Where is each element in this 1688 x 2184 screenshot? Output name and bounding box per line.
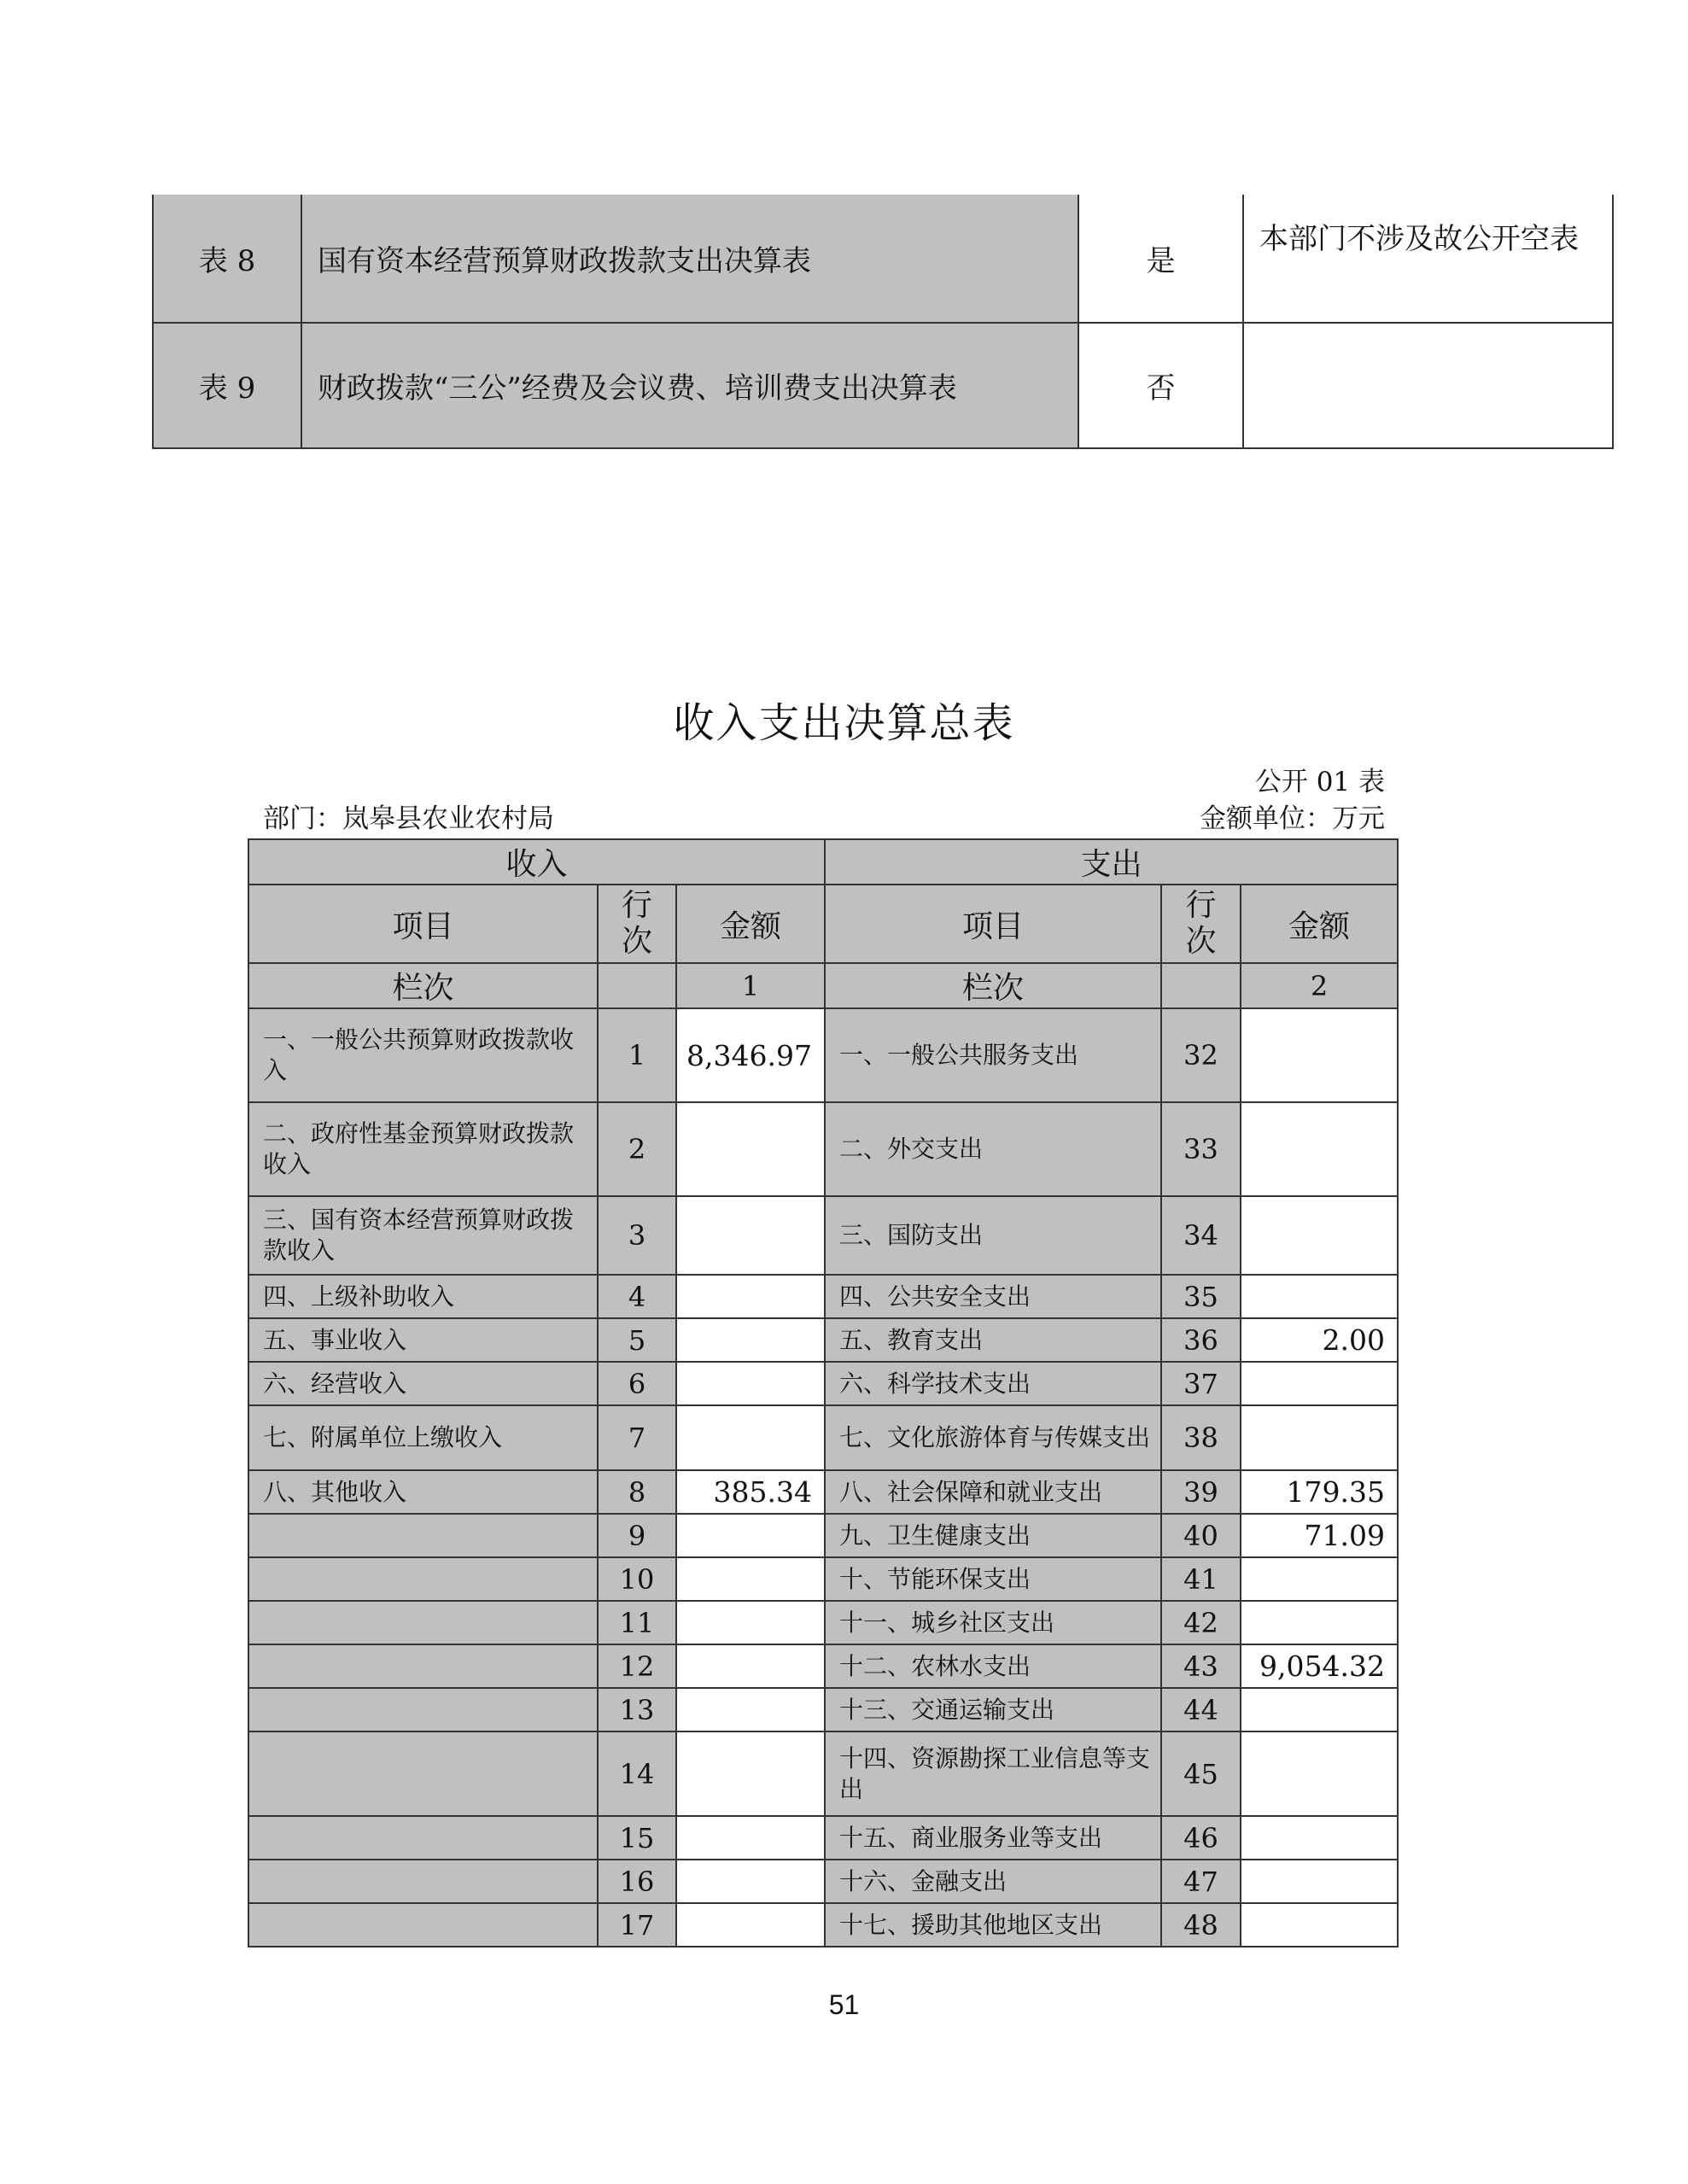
- amount-header: 金额: [1241, 885, 1398, 963]
- expense-amount: 179.35: [1241, 1470, 1398, 1514]
- income-item: 一、一般公共预算财政拨款收入: [248, 1008, 598, 1102]
- table-row: [153, 323, 1613, 448]
- income-item: [248, 1601, 598, 1644]
- expense-amount: [1241, 1362, 1398, 1405]
- expense-row-no: 46: [1161, 1816, 1241, 1860]
- item-header: 项目: [248, 885, 598, 963]
- table-row: [248, 1903, 1398, 1947]
- expense-item: 九、卫生健康支出: [825, 1514, 1161, 1557]
- income-row-no: 12: [598, 1644, 676, 1688]
- expense-amount: 71.09: [1241, 1514, 1398, 1557]
- expense-item: 三、国防支出: [825, 1196, 1161, 1275]
- expense-item: 十七、援助其他地区支出: [825, 1903, 1161, 1947]
- income-row-no: 6: [598, 1362, 676, 1405]
- expense-row-no: 44: [1161, 1688, 1241, 1731]
- income-row-no: 3: [598, 1196, 676, 1275]
- income-expense-table: [248, 838, 1399, 1947]
- page-number: 51: [828, 1989, 860, 2020]
- expense-row-no: 34: [1161, 1196, 1241, 1275]
- expense-item: 十六、金融支出: [825, 1860, 1161, 1903]
- table-row: [248, 1816, 1398, 1860]
- empty-cell: [598, 963, 676, 1008]
- income-item: 五、事业收入: [248, 1318, 598, 1362]
- expense-row-no: 35: [1161, 1275, 1241, 1318]
- expense-item: 一、一般公共服务支出: [825, 1008, 1161, 1102]
- table-row: [248, 1688, 1398, 1731]
- expense-item: 十、节能环保支出: [825, 1557, 1161, 1601]
- income-row-no: 9: [598, 1514, 676, 1557]
- header-row: [248, 885, 1398, 963]
- table-row: [248, 1470, 1398, 1514]
- income-amount: [676, 1362, 825, 1405]
- table-row: [248, 1362, 1398, 1405]
- expense-row-no: 48: [1161, 1903, 1241, 1947]
- income-item: 四、上级补助收入: [248, 1275, 598, 1318]
- expense-item: 六、科学技术支出: [825, 1362, 1161, 1405]
- table-row: [248, 1275, 1398, 1318]
- expense-item: 二、外交支出: [825, 1102, 1161, 1196]
- table-row: [248, 1731, 1398, 1816]
- expense-amount: [1241, 1601, 1398, 1644]
- income-amount: [676, 1102, 825, 1196]
- expense-item: 七、文化旅游体育与传媒支出: [825, 1405, 1161, 1470]
- income-header: 收入: [248, 839, 825, 885]
- header-row: [248, 839, 1398, 885]
- expense-amount: [1241, 1731, 1398, 1816]
- expense-item: 十三、交通运输支出: [825, 1688, 1161, 1731]
- report-title: 收入支出决算总表: [673, 699, 1015, 747]
- table-row: [248, 1514, 1398, 1557]
- item-header: 项目: [825, 885, 1161, 963]
- expense-amount: [1241, 1903, 1398, 1947]
- table-name: 财政拨款“三公”经费及会议费、培训费支出决算表: [301, 323, 1078, 448]
- expense-row-no: 37: [1161, 1362, 1241, 1405]
- expense-amount: [1241, 1008, 1398, 1102]
- expense-amount: [1241, 1688, 1398, 1731]
- income-item: [248, 1644, 598, 1688]
- expense-item: 五、教育支出: [825, 1318, 1161, 1362]
- income-row-no: 4: [598, 1275, 676, 1318]
- income-row-no: 14: [598, 1731, 676, 1816]
- expense-row-no: 40: [1161, 1514, 1241, 1557]
- expense-item: 八、社会保障和就业支出: [825, 1470, 1161, 1514]
- expense-row-no: 43: [1161, 1644, 1241, 1688]
- income-row-no: 8: [598, 1470, 676, 1514]
- income-amount: 8,346.97: [676, 1008, 825, 1102]
- expense-row-no: 33: [1161, 1102, 1241, 1196]
- form-number: 公开 01 表: [1254, 767, 1385, 797]
- table-row: [248, 1601, 1398, 1644]
- income-amount: [676, 1405, 825, 1470]
- expense-amount: [1241, 1860, 1398, 1903]
- column-no-label: 栏次: [248, 963, 598, 1008]
- expense-row-no: 32: [1161, 1008, 1241, 1102]
- remark: 本部门不涉及故公开空表: [1243, 195, 1613, 323]
- table-name: 国有资本经营预算财政拨款支出决算表: [301, 195, 1078, 323]
- income-item: 二、政府性基金预算财政拨款收入: [248, 1102, 598, 1196]
- expense-header: 支出: [825, 839, 1398, 885]
- table-row: [153, 195, 1613, 323]
- income-item: [248, 1514, 598, 1557]
- public-flag: 是: [1078, 195, 1243, 323]
- income-row-no: 10: [598, 1557, 676, 1601]
- income-row-no: 17: [598, 1903, 676, 1947]
- income-row-no: 15: [598, 1816, 676, 1860]
- income-item: [248, 1816, 598, 1860]
- income-item: 三、国有资本经营预算财政拨款收入: [248, 1196, 598, 1275]
- expense-row-no: 45: [1161, 1731, 1241, 1816]
- income-item: [248, 1731, 598, 1816]
- income-column-number: 1: [676, 963, 825, 1008]
- expense-row-no: 42: [1161, 1601, 1241, 1644]
- income-item: [248, 1688, 598, 1731]
- income-row-no: 7: [598, 1405, 676, 1470]
- income-amount: [676, 1644, 825, 1688]
- expense-amount: [1241, 1405, 1398, 1470]
- table-row: [248, 1644, 1398, 1688]
- expense-column-number: 2: [1241, 963, 1398, 1008]
- income-amount: [676, 1318, 825, 1362]
- income-amount: [676, 1514, 825, 1557]
- income-amount: [676, 1731, 825, 1816]
- table-row: [248, 1008, 1398, 1102]
- income-row-no: 11: [598, 1601, 676, 1644]
- income-amount: [676, 1688, 825, 1731]
- expense-amount: [1241, 1557, 1398, 1601]
- table-row: [248, 1196, 1398, 1275]
- expense-amount: 9,054.32: [1241, 1644, 1398, 1688]
- income-item: [248, 1903, 598, 1947]
- table-row: [248, 1318, 1398, 1362]
- income-item: 六、经营收入: [248, 1362, 598, 1405]
- row-no-header: 行次: [1161, 885, 1241, 963]
- amount-unit-label: 金额单位：万元: [1200, 803, 1385, 834]
- income-item: [248, 1860, 598, 1903]
- expense-item: 十四、资源勘探工业信息等支出: [825, 1731, 1161, 1816]
- expense-amount: 2.00: [1241, 1318, 1398, 1362]
- table-id: 表 9: [153, 323, 301, 448]
- income-row-no: 13: [598, 1688, 676, 1731]
- income-amount: [676, 1903, 825, 1947]
- remark: [1243, 323, 1613, 448]
- row-no-header: 行次: [598, 885, 676, 963]
- income-amount: [676, 1196, 825, 1275]
- income-amount: [676, 1275, 825, 1318]
- table-row: [248, 1557, 1398, 1601]
- expense-item: 十一、城乡社区支出: [825, 1601, 1161, 1644]
- income-row-no: 1: [598, 1008, 676, 1102]
- income-row-no: 2: [598, 1102, 676, 1196]
- income-item: [248, 1557, 598, 1601]
- income-item: 七、附属单位上缴收入: [248, 1405, 598, 1470]
- header-row: [248, 963, 1398, 1008]
- table-row: [248, 1405, 1398, 1470]
- expense-row-no: 36: [1161, 1318, 1241, 1362]
- empty-cell: [1161, 963, 1241, 1008]
- expense-row-no: 47: [1161, 1860, 1241, 1903]
- table-id: 表 8: [153, 195, 301, 323]
- expense-item: 四、公共安全支出: [825, 1275, 1161, 1318]
- expense-row-no: 38: [1161, 1405, 1241, 1470]
- income-amount: [676, 1601, 825, 1644]
- income-amount: [676, 1557, 825, 1601]
- income-amount: [676, 1860, 825, 1903]
- table-row: [248, 1102, 1398, 1196]
- expense-item: 十二、农林水支出: [825, 1644, 1161, 1688]
- expense-amount: [1241, 1275, 1398, 1318]
- expense-amount: [1241, 1196, 1398, 1275]
- income-amount: [676, 1816, 825, 1860]
- column-no-label: 栏次: [825, 963, 1161, 1008]
- income-row-no: 5: [598, 1318, 676, 1362]
- expense-amount: [1241, 1102, 1398, 1196]
- income-row-no: 16: [598, 1860, 676, 1903]
- income-item: 八、其他收入: [248, 1470, 598, 1514]
- expense-row-no: 41: [1161, 1557, 1241, 1601]
- expense-row-no: 39: [1161, 1470, 1241, 1514]
- public-flag: 否: [1078, 323, 1243, 448]
- expense-item: 十五、商业服务业等支出: [825, 1816, 1161, 1860]
- department-label: 部门：岚皋县农业农村局: [263, 803, 554, 834]
- income-amount: 385.34: [676, 1470, 825, 1514]
- table-row: [248, 1860, 1398, 1903]
- amount-header: 金额: [676, 885, 825, 963]
- disclosure-list-table: [152, 195, 1614, 449]
- expense-amount: [1241, 1816, 1398, 1860]
